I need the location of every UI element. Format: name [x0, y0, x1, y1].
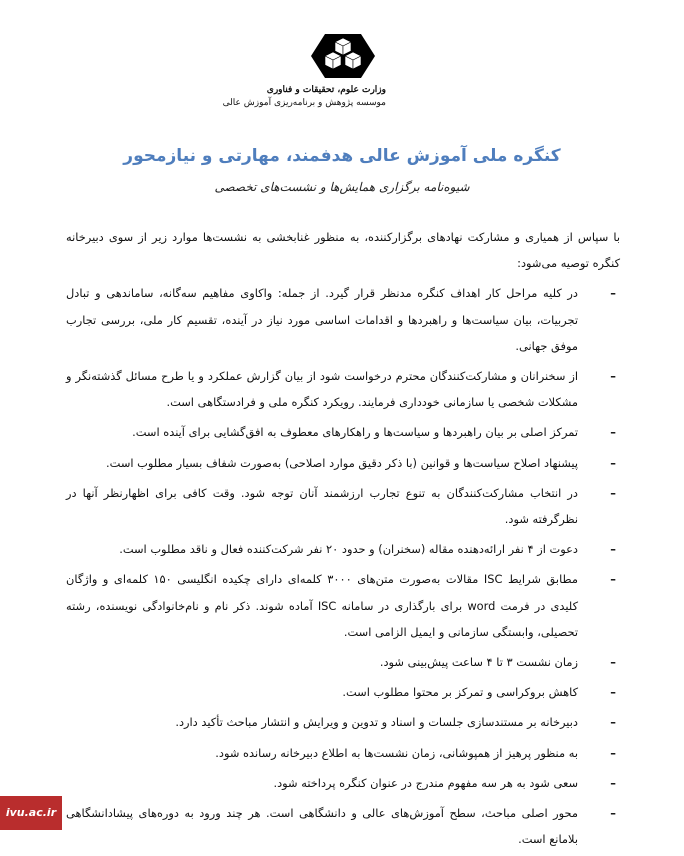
- site-watermark-badge: ivu.ac.ir: [0, 796, 62, 830]
- list-item: – تمرکز اصلی بر بیان راهبردها و سیاست‌ها و راهکارهای معطوف به افق‌گشایی برای آینده است.: [66, 419, 620, 445]
- list-item: – کاهش بروکراسی و تمرکز بر محتوا مطلوب است.: [66, 679, 620, 705]
- document-subtitle: شیوه‌نامه برگزاری همایش‌ها و نشست‌های تخصصی: [214, 180, 470, 194]
- list-item: – از سخنرانان و مشارکت‌کنندگان محترم درخواست شود از بیان گزارش عملکرد و یا طرح مسائل گذشته‌نگر و مشکلات شخصی یا سازمانی خودداری فرمایند. رویکرد کنگره ملی و فرادستگاهی است.: [66, 363, 620, 415]
- document-title: کنگره ملی آموزش عالی هدفمند، مهارتی و نیازمحور: [123, 146, 561, 166]
- institute-logo-icon: [311, 30, 375, 82]
- list-item: – به منظور پرهیز از همپوشانی، زمان نشست‌ها به اطلاع دبیرخانه رسانده شود.: [66, 740, 620, 766]
- list-item: – دبیرخانه بر مستندسازی جلسات و اسناد و تدوین و ویرایش و انتشار مباحث تأکید دارد.: [66, 709, 620, 735]
- guideline-list: [66, 280, 620, 852]
- institute-name: موسسه پژوهش و برنامه‌ریزی آموزش عالی: [222, 98, 386, 108]
- list-item: – دعوت از ۴ نفر ارائه‌دهنده مقاله (سخنران) و حدود ۲۰ نفر شرکت‌کننده فعال و ناقد مطلوب است.: [66, 536, 620, 562]
- document-body: [66, 224, 620, 856]
- logo: [222, 30, 386, 110]
- list-item: – در انتخاب مشارکت‌کنندگان به تنوع تجارب ارزشمند آنان توجه شود. وقت کافی برای اظهارنظر آنها در نظرگرفته شود.: [66, 480, 620, 532]
- list-item: – محور اصلی مباحث، سطح آموزش‌های عالی و دانشگاهی است. هر چند ورود به دوره‌های پیشادانشگاهی بلامانع است.: [66, 800, 620, 852]
- intro-paragraph: با سپاس از همیاری و مشارکت نهادهای برگزارکننده، به منظور غنابخشی به نشست‌ها موارد زیر از سوی دبیرخانه کنگره توصیه می‌شود:: [66, 230, 620, 271]
- list-item: – پیشنهاد اصلاح سیاست‌ها و قوانین (با ذکر دقیق موارد اصلاحی) به‌صورت شفاف بسیار مطلوب است.: [66, 450, 620, 476]
- list-item: – مطابق شرایط ISC مقالات به‌صورت متن‌های ۳۰۰۰ کلمه‌ای دارای چکیده انگلیسی ۱۵۰ کلمه‌ای و واژگان کلیدی در فرمت word برای بارگذاری در سامانه ISC آماده شوند. ذکر نام و نام‌خانوادگی نویسنده، رشته تحصیلی، وابستگی سازمانی و ایمیل الزامی است.: [66, 566, 620, 645]
- list-item: – زمان نشست ۳ تا ۴ ساعت پیش‌بینی شود.: [66, 649, 620, 675]
- list-item: – سعی شود به هر سه مفهوم مندرج در عنوان کنگره پرداخته شود.: [66, 770, 620, 796]
- list-item: – در کلیه مراحل کار اهداف کنگره مدنظر قرار گیرد. از جمله: واکاوی مفاهیم سه‌گانه، ساماندهی و تبادل تجربیات، بیان سیاست‌ها و راهبردها و اقدامات اساسی مورد نیاز در آینده، تقسیم کار ملی، بررسی تجارب موفق جهانی.: [66, 280, 620, 359]
- ministry-name: وزارت علوم، تحقیقات و فناوری: [266, 85, 386, 95]
